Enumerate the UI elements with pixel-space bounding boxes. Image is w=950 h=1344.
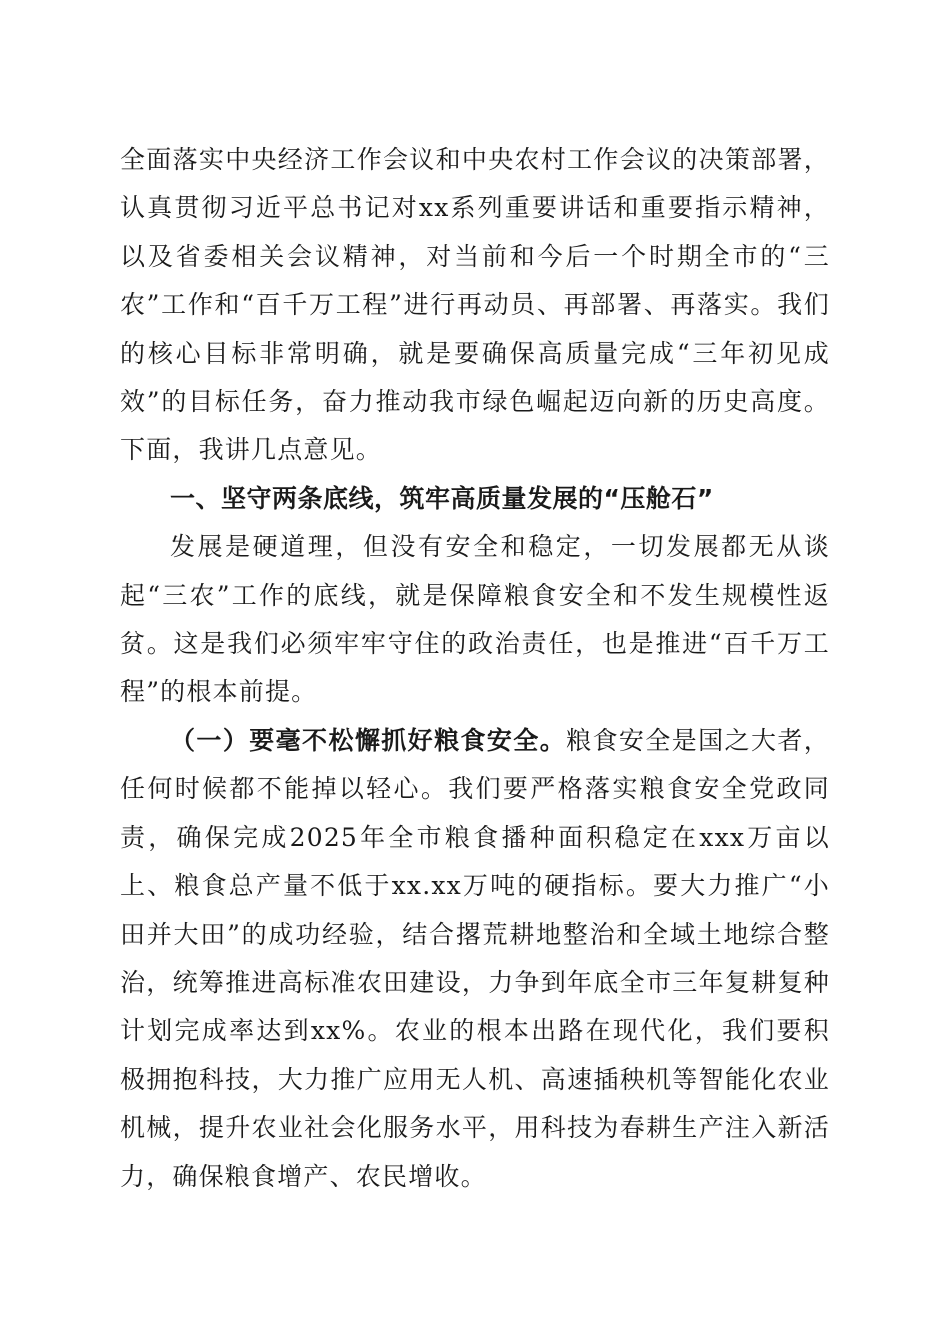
- subsection-lead: （一）要毫不松懈抓好粮食安全。: [170, 725, 567, 755]
- section-heading: 一、坚守两条底线，筑牢高质量发展的“压舱石”: [170, 483, 714, 513]
- subsection-body: 粮食安全是国之大者，任何时候都不能掉以轻心。我们要严格落实粮食安全党政同责，确保完成2025年全市粮食播种面积稳定在xxx万亩以上、粮食总产量不低于xx.xx万吨的硬指标。要大力推广“小田并大田”的成功经验，结合撂荒耕地整治和全域土地综合整治，统筹推进高标准农田建设，力争到年底全市三年复耕复种计划完成率达到xx%。农业的根本出路在现代化，我们要积极拥抱科技，大力推广应用无人机、高速插秧机等智能化农业机械，提升农业社会化服务水平，用科技为春耕生产注入新活力，确保粮食增产、农民增收。: [120, 725, 830, 1191]
- subsection-paragraph: [120, 717, 830, 1201]
- section-paragraph: 发展是硬道理，但没有安全和稳定，一切发展都无从谈起“三农”工作的底线，就是保障粮食安全和不发生规模性返贫。这是我们必须牢牢守住的政治责任，也是推进“百千万工程”的根本前提。: [120, 532, 830, 707]
- document-body: [120, 136, 830, 1201]
- intro-paragraph: 全面落实中央经济工作会议和中央农村工作会议的决策部署，认真贯彻习近平总书记对xx系列重要讲话和重要指示精神，以及省委相关会议精神，对当前和今后一个时期全市的“三农”工作和“百千万工程”进行再动员、再部署、再落实。我们的核心目标非常明确，就是要确保高质量完成“三年初见成效”的目标任务，奋力推动我市绿色崛起迈向新的历史高度。下面，我讲几点意见。: [120, 145, 830, 465]
